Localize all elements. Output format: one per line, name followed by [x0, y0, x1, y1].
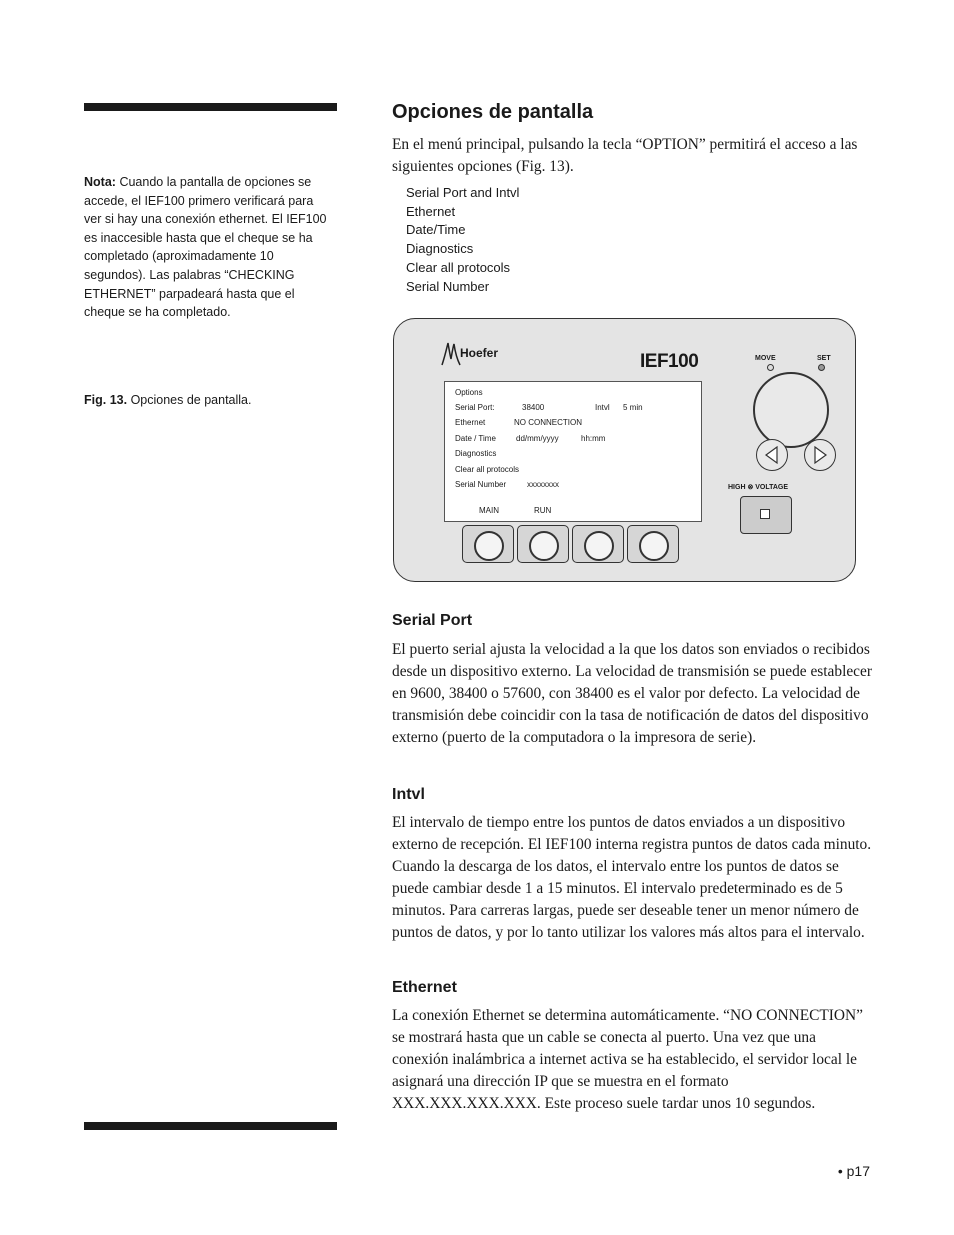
move-indicator: [767, 364, 774, 371]
screen-intvl-value: 5 min: [623, 403, 643, 412]
note-text: Cuando la pantalla de opciones se accede, el IEF100 primero verificará para ver si hay una conexión ethernet. El IEF100 es inaccesible hasta que el cheque se ha completado (aproximadamente 10 segundos). Las palabras “CHECKING ETHERNET” parpadeará hasta que el cheque se ha completado.: [84, 175, 327, 320]
arrow-right-icon: [805, 440, 835, 470]
section-title: Opciones de pantalla: [392, 101, 594, 123]
set-label: SET: [817, 355, 831, 362]
softkey-3-button[interactable]: [572, 525, 624, 563]
hoefer-logo-icon: [440, 341, 462, 367]
sidebar-note: [84, 173, 329, 322]
screen-softkey-main: MAIN: [479, 506, 499, 515]
left-arrow-button[interactable]: [756, 439, 788, 471]
screen-ethernet-label: Ethernet: [455, 418, 486, 427]
screen-date-value: dd/mm/yyyy: [516, 434, 559, 443]
option-item: Ethernet: [406, 203, 456, 219]
fig-caption-text: Opciones de pantalla.: [130, 393, 252, 407]
note-label: Nota:: [84, 175, 116, 189]
set-indicator: [818, 364, 825, 371]
serial-port-heading: Serial Port: [392, 612, 473, 629]
high-voltage-button[interactable]: [740, 496, 792, 534]
softkey-4-button[interactable]: [627, 525, 679, 563]
fig-label: Fig. 13.: [84, 393, 128, 407]
figure-caption: [84, 391, 329, 410]
softkey-1-button[interactable]: [462, 525, 514, 563]
section-intro: En el menú principal, pulsando la tecla “OPTION” permitirá el acceso a las siguientes opciones (Fig. 13).: [392, 136, 858, 175]
intvl-text: El intervalo de tiempo entre los puntos de datos enviados a un dispositivo externo de recepción. El IEF100 interna registra puntos de datos cada minuto. Cuando la descarga de los datos, el intervalo entre los puntos de datos se puede cambiar desde 1 a 15 minutos. El intervalo predeterminado es de 5 minutos. Para carreras largas, puede ser deseable tener un menor número de puntos de datos, y por lo tanto utilizar los valores más altos para el intervalo.: [392, 814, 872, 941]
option-item: Clear all protocols: [406, 259, 511, 275]
screen-clear-label: Clear all protocols: [455, 465, 520, 474]
option-item: Serial Number: [406, 278, 490, 294]
ief100-device-illustration: [393, 318, 856, 582]
page-number: • p17: [837, 1163, 870, 1179]
serial-port-text: El puerto serial ajusta la velocidad a la que los datos son enviados o recibidos desde un dispositivo externo. La velocidad de transmisión se puede establecer en 9600, 38400 o 57600, con 38400 es el valor por defecto. La velocidad de transmisión debe coincidir con la tasa de notificación de datos del dispositivo externo (puerto de la computadora o la impresora de serie).: [392, 641, 872, 746]
intvl-heading: Intvl: [392, 786, 425, 803]
options-list: [406, 184, 519, 296]
screen-date-label: Date / Time: [455, 434, 496, 443]
screen-serial-number-value: xxxxxxxx: [527, 480, 559, 489]
ethernet-heading: Ethernet: [392, 979, 457, 996]
option-item: Serial Port and Intvl: [406, 185, 520, 200]
ethernet-text: La conexión Ethernet se determina automáticamente. “NO CONNECTION” se mostrará hasta que un cable se conecta al puerto. Una vez que una conexión inalámbrica a internet activa se ha establecido, el servidor local le asignará una dirección IP que se muestra en el formato XXX.XXX.XXX.XXX. Este proceso suele tardar unos 10 segundos.: [392, 1007, 863, 1112]
brand-name: Hoefer: [460, 346, 499, 360]
bottom-rule: [84, 1122, 337, 1130]
screen-serial-port-label: Serial Port:: [455, 403, 495, 412]
right-arrow-button[interactable]: [804, 439, 836, 471]
option-item: Date/Time: [406, 222, 466, 238]
model-name: IEF100: [640, 351, 699, 372]
screen-title: Options: [455, 388, 483, 397]
move-label: MOVE: [755, 355, 776, 362]
lcd-screen: [444, 381, 702, 522]
screen-diagnostics-label: Diagnostics: [455, 449, 497, 458]
screen-time-value: hh:mm: [581, 434, 606, 443]
top-rule: [84, 103, 337, 111]
option-item: Diagnostics: [406, 241, 474, 257]
high-voltage-label: HIGH ⊗ VOLTAGE: [728, 484, 789, 491]
control-knob[interactable]: [753, 372, 829, 448]
screen-intvl-label: Intvl: [595, 403, 610, 412]
screen-softkey-run: RUN: [534, 506, 552, 515]
hoefer-logo: [440, 341, 499, 372]
screen-ethernet-value: NO CONNECTION: [514, 418, 582, 427]
arrow-left-icon: [757, 440, 787, 470]
stop-icon: [760, 509, 770, 519]
screen-serial-number-label: Serial Number: [455, 480, 507, 489]
screen-serial-port-value: 38400: [522, 403, 545, 412]
softkey-2-button[interactable]: [517, 525, 569, 563]
